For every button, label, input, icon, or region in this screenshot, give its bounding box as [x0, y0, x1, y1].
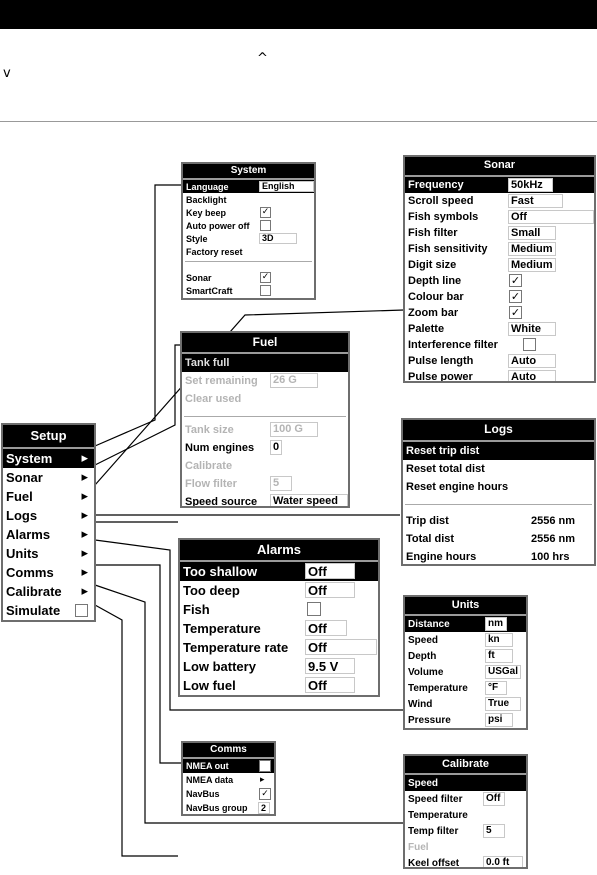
nmea-out-label: NMEA out [186, 761, 229, 771]
keel-offset-value[interactable]: 0.0 ft [483, 856, 523, 869]
palette-label: Palette [408, 323, 445, 335]
setup-item-alarms[interactable] [3, 525, 94, 544]
caret-up-mark: ^ [257, 51, 268, 66]
units-item-pressure[interactable] [405, 712, 526, 728]
temperature-rate-label: Temperature rate [183, 640, 289, 655]
temperature-value[interactable]: Off [305, 620, 347, 636]
sonar-item-zoom-bar[interactable] [405, 305, 594, 321]
chevron-right-icon: ▸ [81, 451, 88, 466]
alarms-item-temperature-rate[interactable] [180, 638, 378, 657]
system-item-style[interactable] [183, 232, 314, 245]
fish-label: Fish [183, 602, 210, 617]
temp-filter-value[interactable]: 5 [483, 824, 505, 838]
too-shallow-label: Too shallow [183, 564, 258, 579]
sonar-item-colour-bar[interactable] [405, 289, 594, 305]
alarms-item-too-deep[interactable] [180, 581, 378, 600]
setup-item-label: Fuel [6, 489, 33, 504]
logs-item-reset-total[interactable] [403, 460, 594, 478]
setup-item-label: Calibrate [6, 584, 62, 599]
volume-label: Volume [408, 666, 444, 678]
chevron-right-icon: ▸ [81, 470, 88, 485]
chevron-right-icon: ▸ [260, 775, 265, 785]
chevron-right-icon: ▸ [81, 527, 88, 542]
trip-dist-label: Trip dist [406, 515, 449, 527]
fuel-item-tank-full[interactable] [182, 354, 348, 372]
temperature-label: Temperature [408, 682, 468, 694]
too-shallow-value[interactable]: Off [305, 563, 355, 579]
total-dist-label: Total dist [406, 533, 455, 545]
fish-filter-label: Fish filter [408, 227, 458, 239]
reset-total-label: Reset total dist [406, 463, 485, 475]
temperature-label: Temperature [183, 621, 261, 636]
num-engines-label: Num engines [185, 442, 255, 454]
fuel-item-tank-size[interactable] [182, 421, 348, 439]
wind-value[interactable]: True [485, 697, 521, 711]
distance-value[interactable]: nm [485, 617, 507, 631]
key-beep-checkbox[interactable]: ✓ [261, 207, 270, 217]
units-item-distance[interactable] [405, 616, 526, 632]
speed-filter-value[interactable]: Off [483, 792, 505, 806]
navbus-checkbox[interactable]: ✓ [259, 788, 271, 800]
auto-power-off-label: Auto power off [186, 220, 250, 231]
low-battery-value[interactable]: 9.5 V [305, 658, 355, 674]
system-item-key-beep[interactable] [183, 206, 314, 219]
sonar-item-depth-line[interactable] [405, 273, 594, 289]
calibrate-item-fuel[interactable] [405, 839, 526, 855]
chevron-right-icon: ▸ [81, 584, 88, 599]
logs-item-total [403, 530, 594, 548]
logs-item-trip [403, 512, 594, 530]
sonar-item-fish-symbols[interactable] [405, 209, 594, 225]
scroll-speed-label: Scroll speed [408, 195, 474, 207]
pressure-label: Pressure [408, 714, 451, 726]
tank-size-value[interactable]: 100 G [270, 422, 318, 437]
chevron-right-icon: ▸ [81, 546, 88, 561]
alarms-item-too-shallow[interactable] [180, 562, 378, 581]
calibrate-menu-title: Calibrate [405, 756, 526, 775]
pulse-length-value[interactable]: Auto [508, 354, 556, 368]
comms-item-nmea-out[interactable] [183, 759, 274, 773]
calibrate-item-speed-filter[interactable] [405, 791, 526, 807]
menu-separator [185, 261, 312, 262]
scroll-speed-value[interactable]: Fast [508, 194, 563, 208]
system-item-sonar[interactable] [183, 271, 314, 284]
total-dist-value: 2556 nm [531, 533, 576, 545]
pulse-power-value[interactable]: Auto [508, 370, 556, 383]
sonar-item-scroll-speed[interactable] [405, 193, 594, 209]
setup-menu-title: Setup [3, 425, 94, 449]
trip-dist-value: 2556 nm [531, 515, 576, 527]
pulse-length-label: Pulse length [408, 355, 474, 367]
smartcraft-label: SmartCraft [186, 285, 233, 296]
alarms-item-temperature[interactable] [180, 619, 378, 638]
sonar-item-interference-filter[interactable] [405, 337, 594, 353]
setup-item-simulate[interactable] [3, 601, 94, 620]
sonar-item-palette[interactable] [405, 321, 594, 337]
clear-used-label: Clear used [185, 393, 242, 405]
simulate-checkbox[interactable] [75, 604, 88, 617]
low-battery-label: Low battery [183, 659, 256, 674]
comms-item-navbus[interactable] [183, 787, 274, 801]
setup-menu [1, 423, 96, 622]
units-item-temperature[interactable] [405, 680, 526, 696]
alarms-item-low-fuel[interactable] [180, 676, 378, 695]
interference-filter-label: Interference filter [408, 339, 498, 351]
chevron-right-icon: ▸ [81, 508, 88, 523]
setup-item-sonar[interactable] [3, 468, 94, 487]
calibrate-item-temp-filter[interactable] [405, 823, 526, 839]
flow-filter-value[interactable]: 5 [270, 476, 292, 491]
setup-item-system[interactable] [3, 449, 94, 468]
fuel-item-num-engines[interactable] [182, 439, 348, 457]
units-item-depth[interactable] [405, 648, 526, 664]
depth-line-label: Depth line [408, 275, 462, 287]
fish-sensitivity-label: Fish sensitivity [408, 243, 488, 255]
flow-filter-label: Flow filter [185, 478, 237, 490]
navbus-label: NavBus [186, 789, 220, 799]
digit-size-label: Digit size [408, 259, 457, 271]
frequency-value[interactable]: 50kHz [508, 178, 553, 192]
fuel-item-speed-source[interactable] [182, 493, 348, 508]
nmea-data-label: NMEA data [186, 775, 234, 785]
sonar-item-fish-filter[interactable] [405, 225, 594, 241]
calibrate-item-speed[interactable] [405, 775, 526, 791]
comms-item-nmea-data[interactable] [183, 773, 274, 787]
fuel-item-set-remaining[interactable] [182, 372, 348, 390]
units-item-speed[interactable] [405, 632, 526, 648]
reset-engine-label: Reset engine hours [406, 481, 509, 493]
navbus-group-label: NavBus group [186, 803, 248, 813]
system-menu [181, 162, 316, 300]
style-label: Style [186, 233, 208, 244]
fish-symbols-value[interactable]: Off [508, 210, 594, 224]
speed-source-label: Speed source [185, 496, 258, 508]
distance-label: Distance [408, 618, 450, 630]
logs-menu-title: Logs [403, 420, 594, 442]
setup-item-logs[interactable] [3, 506, 94, 525]
fuel-menu-title: Fuel [182, 333, 348, 354]
depth-label: Depth [408, 650, 437, 662]
sonar-item-digit-size[interactable] [405, 257, 594, 273]
sonar-item-fish-sensitivity[interactable] [405, 241, 594, 257]
setup-item-label: Sonar [6, 470, 43, 485]
caret-down-mark: v [3, 66, 11, 81]
sonar-label: Sonar [186, 272, 212, 283]
style-value[interactable]: 3D [259, 233, 297, 244]
smartcraft-checkbox[interactable] [260, 285, 271, 296]
sonar-menu [403, 155, 596, 383]
low-fuel-label: Low fuel [183, 678, 236, 693]
temperature-value[interactable]: °F [485, 681, 507, 695]
calibrate-menu [403, 754, 528, 869]
tank-full-label: Tank full [185, 357, 230, 369]
units-menu [403, 595, 528, 730]
sonar-item-pulse-length[interactable] [405, 353, 594, 369]
calibrate-speed-label: Speed [408, 777, 439, 789]
system-item-backlight[interactable] [183, 193, 314, 206]
menu-separator [405, 504, 592, 505]
key-beep-label: Key beep [186, 207, 227, 218]
fuel-item-flow-filter[interactable] [182, 475, 348, 493]
fuel-item-clear-used[interactable] [182, 390, 348, 408]
logs-item-reset-engine[interactable] [403, 478, 594, 496]
system-item-auto-power-off[interactable] [183, 219, 314, 232]
auto-power-off-checkbox[interactable] [260, 220, 271, 231]
low-fuel-value[interactable]: Off [305, 677, 355, 693]
frequency-label: Frequency [408, 179, 464, 191]
fish-symbols-label: Fish symbols [408, 211, 479, 223]
backlight-label: Backlight [186, 194, 227, 205]
units-item-volume[interactable] [405, 664, 526, 680]
sonar-menu-title: Sonar [405, 157, 594, 177]
system-item-language[interactable] [183, 180, 314, 193]
units-menu-title: Units [405, 597, 526, 616]
comms-menu-title: Comms [183, 743, 274, 759]
keel-offset-label: Keel offset [408, 857, 460, 869]
zoom-bar-checkbox[interactable]: ✓ [510, 306, 521, 319]
set-remaining-label: Set remaining [185, 375, 258, 387]
pulse-power-label: Pulse power [408, 371, 473, 383]
num-engines-value[interactable]: 0 [270, 440, 282, 455]
sonar-checkbox[interactable]: ✓ [261, 272, 270, 282]
comms-menu [181, 741, 276, 816]
volume-value[interactable]: USGal [485, 665, 521, 679]
setup-item-label: Comms [6, 565, 54, 580]
system-item-factory-reset[interactable] [183, 245, 314, 258]
setup-item-label: System [6, 451, 53, 466]
engine-hours-label: Engine hours [406, 551, 477, 563]
set-remaining-value[interactable]: 26 G [270, 373, 318, 388]
calibrate-temperature-label: Temperature [408, 809, 468, 821]
comms-item-navbus-group[interactable] [183, 801, 274, 815]
speed-source-value[interactable]: Water speed [270, 494, 348, 508]
setup-item-calibrate[interactable] [3, 582, 94, 601]
fuel-item-calibrate[interactable] [182, 457, 348, 475]
logs-item-engine [403, 548, 594, 566]
nmea-out-checkbox[interactable] [259, 760, 271, 772]
chevron-right-icon: ▸ [81, 489, 88, 504]
reset-trip-label: Reset trip dist [406, 445, 480, 457]
language-label: Language [186, 181, 229, 192]
calibrate-fuel-label: Fuel [408, 841, 429, 853]
pressure-value[interactable]: psi [485, 713, 513, 727]
speed-value[interactable]: kn [485, 633, 513, 647]
setup-item-units[interactable] [3, 544, 94, 563]
palette-value[interactable]: White [508, 322, 556, 336]
tank-size-label: Tank size [185, 424, 234, 436]
setup-item-label: Logs [6, 508, 38, 523]
logs-item-reset-trip[interactable] [403, 442, 594, 460]
speed-label: Speed [408, 634, 439, 646]
alarms-item-low-battery[interactable] [180, 657, 378, 676]
logs-menu [401, 418, 596, 566]
colour-bar-label: Colour bar [408, 291, 464, 303]
interference-filter-checkbox[interactable] [523, 338, 536, 351]
alarms-menu-title: Alarms [180, 540, 378, 562]
calibrate-item-keel-offset[interactable] [405, 855, 526, 869]
depth-value[interactable]: ft [485, 649, 513, 663]
setup-item-label: Simulate [6, 603, 61, 618]
factory-reset-label: Factory reset [186, 246, 243, 257]
zoom-bar-label: Zoom bar [408, 307, 459, 319]
fish-checkbox[interactable] [307, 602, 321, 616]
chevron-right-icon: ▸ [81, 565, 88, 580]
wind-label: Wind [408, 698, 433, 710]
sonar-item-pulse-power[interactable] [405, 369, 594, 383]
fish-sensitivity-value[interactable]: Medium [508, 242, 556, 256]
colour-bar-checkbox[interactable]: ✓ [510, 290, 521, 303]
speed-filter-label: Speed filter [408, 793, 463, 805]
setup-item-fuel[interactable] [3, 487, 94, 506]
temperature-rate-value[interactable]: Off [305, 639, 377, 655]
units-item-wind[interactable] [405, 696, 526, 712]
setup-item-label: Units [6, 546, 39, 561]
language-value[interactable]: English [259, 181, 314, 192]
alarms-item-fish[interactable] [180, 600, 378, 619]
system-item-smartcraft[interactable] [183, 284, 314, 297]
setup-item-label: Alarms [6, 527, 51, 542]
setup-item-comms[interactable] [3, 563, 94, 582]
sonar-item-frequency[interactable] [405, 177, 594, 193]
too-deep-value[interactable]: Off [305, 582, 355, 598]
engine-hours-value: 100 hrs [531, 551, 570, 563]
digit-size-value[interactable]: Medium [508, 258, 556, 272]
temp-filter-label: Temp filter [408, 825, 459, 837]
navbus-group-value[interactable]: 2 [258, 802, 270, 814]
menu-separator [184, 416, 346, 417]
too-deep-label: Too deep [183, 583, 240, 598]
fuel-calibrate-label: Calibrate [185, 460, 233, 472]
fish-filter-value[interactable]: Small [508, 226, 556, 240]
depth-line-checkbox[interactable]: ✓ [510, 274, 521, 287]
alarms-menu [178, 538, 380, 697]
system-menu-title: System [183, 164, 314, 180]
calibrate-item-temperature[interactable] [405, 807, 526, 823]
fuel-menu [180, 331, 350, 508]
